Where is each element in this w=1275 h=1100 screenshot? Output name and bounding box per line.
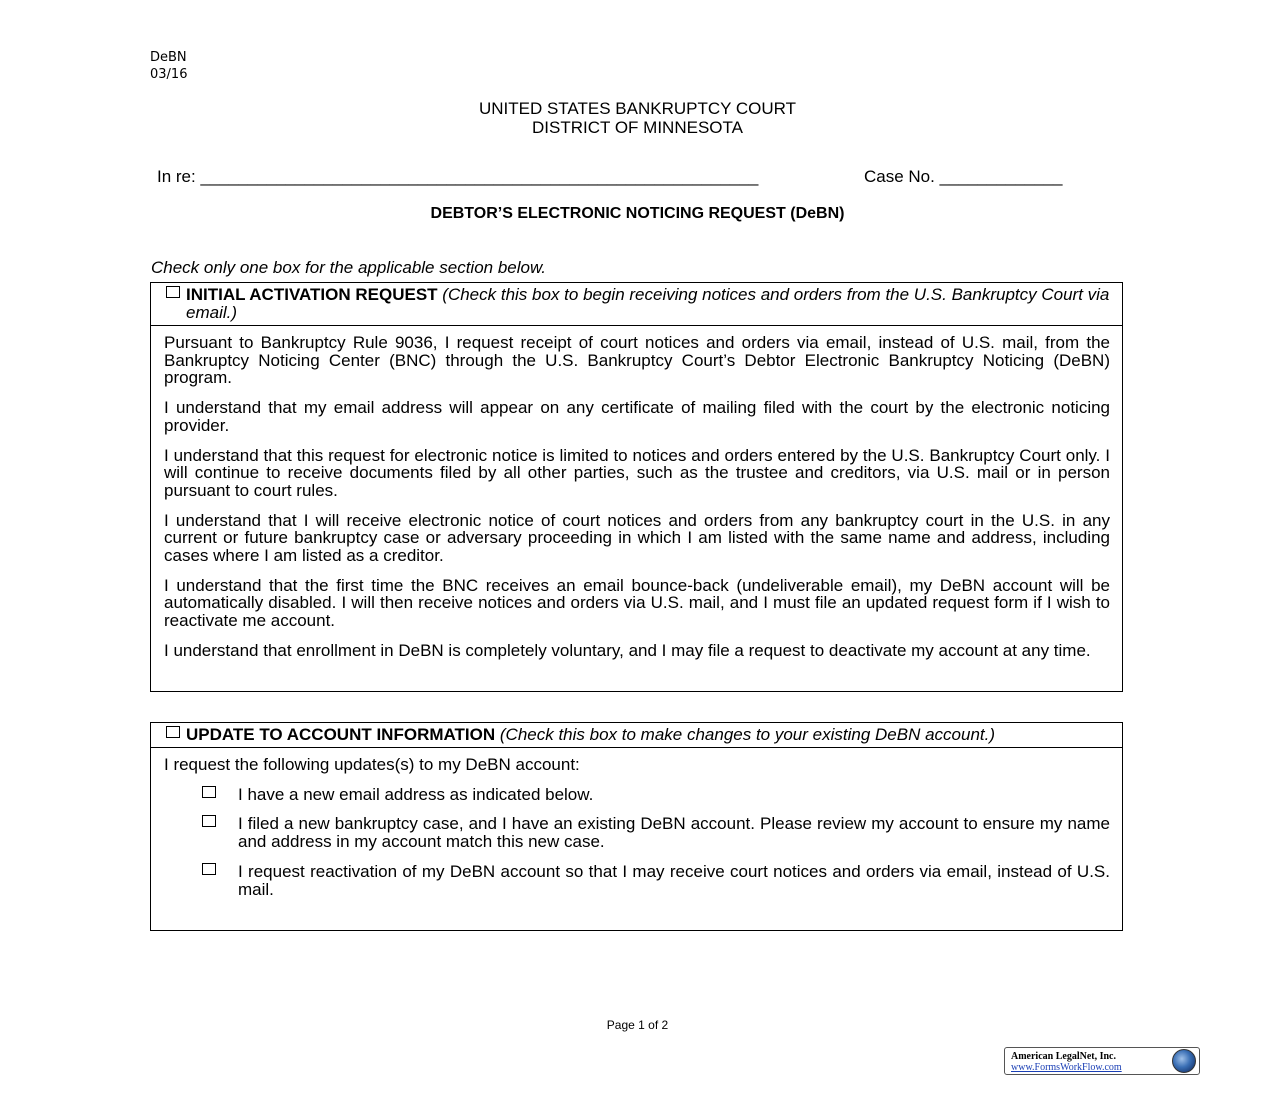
paragraph: I understand that this request for electronic notice is limited to notices and orders entered by the U.S. Bankruptcy Court only. I will continue to receive documents filed by all other parties, such as the trustee and creditors, via U.S. mail or in person pursuant to court rules.: [164, 445, 1110, 500]
paragraph: I understand that my email address will appear on any certificate of mailing filed with the court by the electronic noticing provider.: [164, 398, 1110, 435]
section-note: (Check this box to make changes to your existing DeBN account.): [499, 725, 995, 744]
form-title: DEBTOR’S ELECTRONIC NOTICING REQUEST (DeBN): [430, 205, 845, 222]
initial-activation-checkbox[interactable]: [166, 286, 180, 298]
update-intro: I request the following updates(s) to my DeBN account:: [164, 755, 580, 774]
paragraph: I understand that enrollment in DeBN is completely voluntary, and I may file a request to deactivate my account at any time.: [164, 640, 1091, 660]
form-code: [150, 49, 187, 83]
update-account-checkbox[interactable]: [166, 726, 180, 738]
initial-activation-section: [150, 282, 1123, 692]
american-legalnet-logo[interactable]: [1004, 1047, 1200, 1075]
instruction-text: Check only one box for the applicable section below.: [151, 258, 547, 277]
new-email-checkbox[interactable]: [202, 786, 216, 798]
logo-website-link[interactable]: www.FormsWorkFlow.com: [1011, 1062, 1122, 1073]
section-body: [151, 326, 1122, 670]
section-header: [151, 283, 1122, 326]
update-option-reactivation: [164, 863, 1110, 898]
section-note: (Check this box to begin receiving notices and orders from the U.S. Bankruptcy Court via email.): [186, 285, 1110, 322]
case-number-field[interactable]: Case No. _____________: [864, 167, 1063, 186]
form-code-date: 03/16: [150, 67, 188, 82]
paragraph: I understand that I will receive electronic notice of court notices and orders from any bankruptcy court in the U.S. in any current or future bankruptcy case or adversary proceeding in which I am listed with the same name and address, including cases where I am listed as a creditor.: [164, 510, 1110, 566]
paragraph: I understand that the first time the BNC receives an email bounce-back (undeliverable email), my DeBN account will be automatically disabled. I will then receive notices and orders via U.S. mail, and I must file an updated request form if I wish to reactivate me account.: [164, 575, 1110, 631]
in-re-field[interactable]: In re: ___________________________________________________________: [157, 167, 759, 186]
section-heading: UPDATE TO ACCOUNT INFORMATION: [186, 725, 496, 744]
new-case-checkbox[interactable]: [202, 815, 216, 827]
court-district: DISTRICT OF MINNESOTA: [532, 118, 743, 137]
update-option-new-email: [164, 786, 1110, 804]
section-body: [151, 748, 1122, 908]
page-number: Page 1 of 2: [606, 1018, 669, 1032]
globe-icon: [1172, 1049, 1196, 1073]
update-option-new-case: [164, 815, 1110, 850]
paragraph: Pursuant to Bankruptcy Rule 9036, I request receipt of court notices and orders via email, instead of U.S. mail, from the Bankruptcy Noticing Center (BNC) through the U.S. Bankruptcy Court’s Debtor Electronic Bankruptcy Noticing (DeBN) program.: [164, 333, 1110, 388]
logo-company: American LegalNet, Inc.: [1011, 1051, 1116, 1062]
option-label: I request reactivation of my DeBN account so that I may receive court notices and orders via email, instead of U.S. mail.: [238, 861, 1110, 899]
form-code-name: DeBN: [150, 50, 187, 65]
reactivation-checkbox[interactable]: [202, 863, 216, 875]
section-heading: INITIAL ACTIVATION REQUEST: [186, 285, 438, 304]
option-label: I filed a new bankruptcy case, and I have an existing DeBN account. Please review my account to ensure my name and address in my account match this new case.: [238, 814, 1110, 852]
court-name: UNITED STATES BANKRUPTCY COURT: [478, 99, 797, 118]
update-account-section: [150, 722, 1123, 931]
option-label: I have a new email address as indicated below.: [238, 784, 594, 804]
section-header: [151, 723, 1122, 748]
